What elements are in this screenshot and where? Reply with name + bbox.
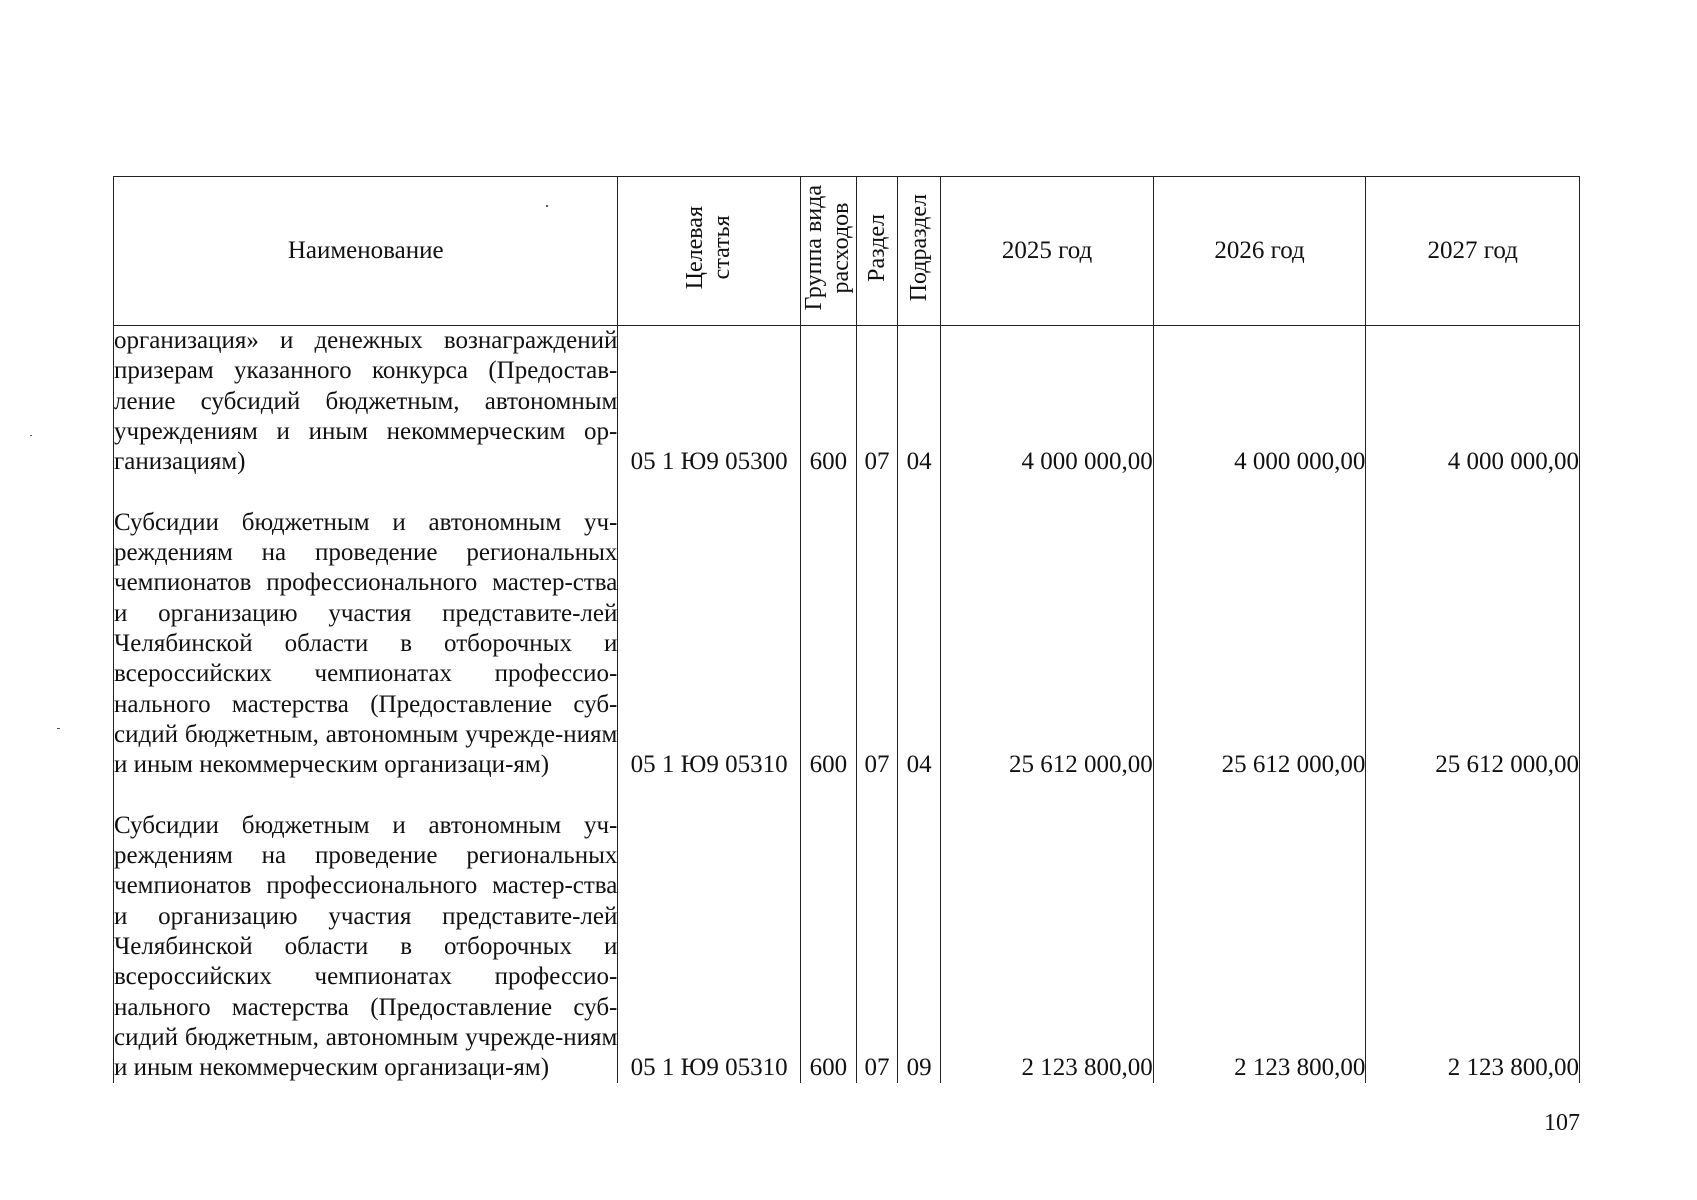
row-name: Субсидии бюджетным и автономным уч-реждениям на проведение региональных чемпионатов профессионального мастер-ства и организацию участия представите-лей Челябинской области в отборочных и всероссийских чемпионатах профессио-нального мастерства (Предоставление суб-сидий бюджетным, автономным учрежде-ниям и иным некоммерческим организаци-ям) [114,780,618,1083]
scan-speck [30,435,32,436]
header-name: Наименование [114,177,618,326]
table-row [114,326,1580,478]
row-amount-2025: 2 123 800,00 [941,780,1154,1083]
row-section: 07 [857,780,898,1083]
row-target-article: 05 1 Ю9 05310 [618,780,800,1083]
row-subsection: 04 [898,477,941,780]
row-amount-2026: 2 123 800,00 [1153,780,1366,1083]
budget-table [113,176,1580,1083]
header-target-article: Целевая статья [618,177,800,326]
scan-speck [546,205,548,207]
header-subsection: Подраздел [898,177,941,326]
row-expense-group: 600 [800,477,856,780]
row-amount-2025: 4 000 000,00 [941,326,1154,478]
row-section: 07 [857,326,898,478]
row-expense-group: 600 [800,780,856,1083]
table-row [114,477,1580,780]
row-target-article: 05 1 Ю9 05310 [618,477,800,780]
row-name: Субсидии бюджетным и автономным уч-реждениям на проведение региональных чемпионатов профессионального мастер-ства и организацию участия представите-лей Челябинской области в отборочных и всероссийских чемпионатах профессио-нального мастерства (Предоставление суб-сидий бюджетным, автономным учрежде-ниям и иным некоммерческим организаци-ям) [114,477,618,780]
row-section: 07 [857,477,898,780]
row-target-article: 05 1 Ю9 05300 [618,326,800,478]
header-section: Раздел [857,177,898,326]
row-amount-2027: 25 612 000,00 [1366,477,1580,780]
page-number: 107 [1544,1110,1580,1136]
row-name: организация» и денежных вознаграждений призерам указанного конкурса (Предостав-ление субсидий бюджетным, автономным учреждениям и иным некоммерческим ор-ганизациям) [114,326,618,478]
table-row [114,780,1580,1083]
row-subsection: 09 [898,780,941,1083]
row-subsection: 04 [898,326,941,478]
header-2026: 2026 год [1153,177,1366,326]
row-amount-2025: 25 612 000,00 [941,477,1154,780]
row-amount-2026: 25 612 000,00 [1153,477,1366,780]
row-expense-group: 600 [800,326,856,478]
header-expense-group: Группа вида расходов [800,177,856,326]
row-amount-2027: 4 000 000,00 [1366,326,1580,478]
header-2027: 2027 год [1366,177,1580,326]
header-2025: 2025 год [941,177,1154,326]
row-amount-2027: 2 123 800,00 [1366,780,1580,1083]
scan-speck [57,728,60,729]
row-amount-2026: 4 000 000,00 [1153,326,1366,478]
table-header-row [114,177,1580,326]
